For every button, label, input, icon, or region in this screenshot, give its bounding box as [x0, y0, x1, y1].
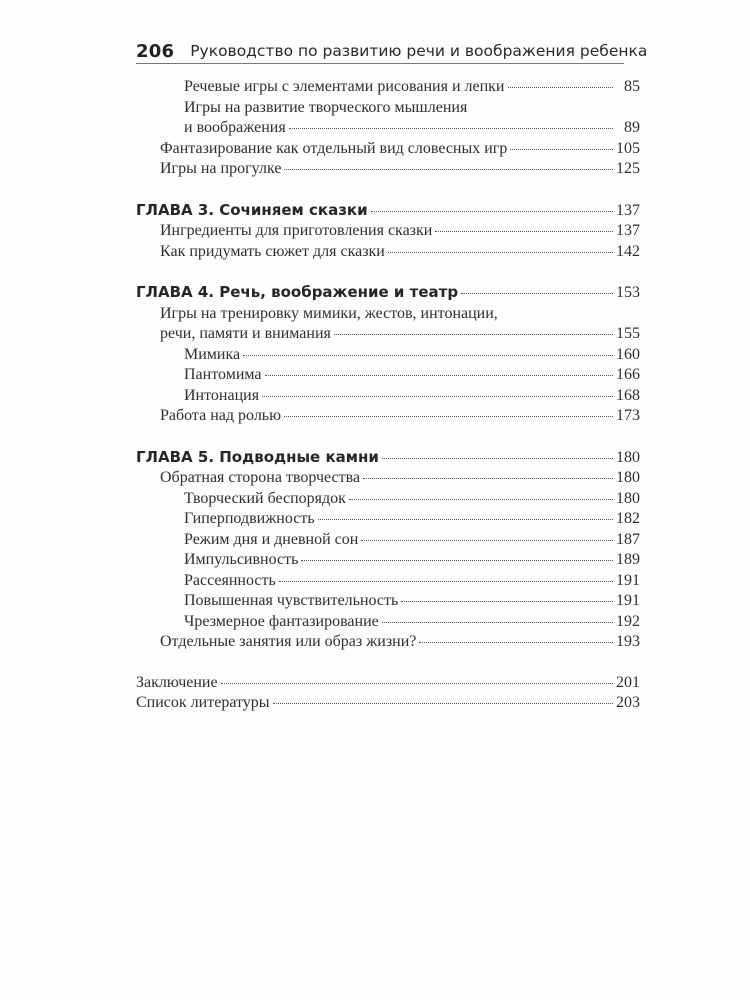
dot-leader [349, 499, 613, 500]
dot-leader [388, 252, 613, 253]
toc-entry[interactable] [136, 386, 640, 407]
toc-chapter-title: ГЛАВА 4. Речь, воображение и театр [136, 283, 459, 301]
toc-entry-title: Творческий беспорядок [184, 489, 346, 507]
dot-leader [508, 87, 614, 88]
toc-group-back-matter [136, 673, 640, 714]
toc-entry-line1[interactable]: Игры на тренировку мимики, жестов, интонации, [160, 304, 498, 322]
toc-entry-title: речи, памяти и внимания [160, 325, 331, 342]
table-of-contents [136, 77, 640, 734]
toc-entry[interactable] [136, 139, 640, 160]
dot-leader [265, 375, 614, 376]
dot-leader [510, 149, 613, 150]
toc-entry-page: 160 [616, 345, 640, 363]
toc-chapter-entry[interactable] [136, 200, 640, 222]
toc-entry[interactable] [136, 242, 640, 263]
toc-entry-title: Как придумать сюжет для сказки [160, 242, 385, 260]
toc-entry-title: Работа над ролью [160, 407, 282, 424]
toc-entry-title: Повышенная чувствительность [184, 592, 399, 609]
toc-entry-title: Список литературы [136, 694, 270, 711]
dot-leader [243, 355, 613, 356]
running-header [136, 36, 648, 66]
dot-leader [284, 416, 613, 417]
toc-entry-title: Чрезмерное фантазирование [184, 612, 379, 630]
toc-entry-page: 193 [616, 633, 640, 650]
toc-entry-page: 189 [616, 551, 640, 568]
toc-entry-page: 180 [616, 489, 640, 507]
toc-entry-page: 137 [616, 222, 640, 239]
toc-entry[interactable] [136, 221, 640, 242]
dot-leader [461, 293, 613, 294]
dot-leader [221, 683, 613, 684]
toc-entry-page: 173 [616, 407, 640, 424]
toc-entry-page: 203 [616, 694, 640, 711]
toc-chapter-title: ГЛАВА 5. Подводные камни [136, 447, 379, 466]
dot-leader [284, 169, 613, 170]
toc-entry-title: Игры на прогулке [160, 160, 282, 177]
toc-entry-page: 192 [616, 612, 640, 630]
header-page-number: 206 [136, 40, 175, 62]
header-book-title: Руководство по развитию речи и воображения ребенка [190, 42, 648, 60]
toc-entry-page: 191 [616, 592, 640, 609]
toc-entry[interactable] [136, 591, 640, 612]
toc-entry[interactable] [136, 345, 640, 366]
toc-entry[interactable] [136, 77, 640, 98]
toc-entry-page: 191 [616, 571, 640, 589]
toc-entry-page: 142 [616, 242, 640, 260]
dot-leader [289, 128, 613, 129]
toc-entry-page: 125 [616, 160, 640, 177]
toc-entry-title: Речевые игры с элементами рисования и лепки [184, 78, 505, 95]
toc-entry-line1[interactable]: Игры на развитие творческого мышления [184, 98, 468, 116]
dot-leader [363, 478, 613, 479]
toc-entry[interactable] [136, 612, 640, 633]
toc-chapter-title: ГЛАВА 3. Сочиняем сказки [136, 200, 368, 219]
toc-entry[interactable] [136, 406, 640, 427]
toc-entry[interactable] [136, 693, 640, 714]
toc-entry-title: Обратная сторона творчества [160, 469, 361, 486]
toc-entry-title: и воображения [184, 119, 286, 136]
toc-entry-title: Пантомима [184, 366, 262, 383]
dot-leader [318, 519, 613, 520]
dot-leader [301, 560, 613, 561]
toc-entry-page: 105 [616, 139, 640, 157]
toc-entry[interactable] [136, 673, 640, 694]
toc-chapter-entry[interactable] [136, 447, 640, 469]
toc-entry-title: Заключение [136, 673, 218, 691]
dot-leader [262, 396, 613, 397]
toc-entry-title: Режим дня и дневной сон [184, 530, 359, 548]
toc-chapter-entry[interactable] [136, 282, 640, 304]
toc-entry-title: Фантазирование как отдельный вид словесных игр [160, 139, 508, 157]
toc-entry[interactable] [136, 365, 640, 386]
toc-entry-page: 153 [616, 284, 640, 301]
toc-entry-page: 155 [616, 325, 640, 342]
toc-entry-title: Ингредиенты для приготовления сказки [160, 222, 433, 239]
toc-entry-page: 180 [616, 469, 640, 486]
toc-entry-page: 180 [616, 448, 640, 466]
toc-entry-page: 168 [616, 386, 640, 404]
toc-entry-page: 85 [624, 78, 640, 95]
toc-entry[interactable] [136, 571, 640, 592]
toc-group-chapter-3 [136, 200, 640, 263]
toc-entry-title: Интонация [184, 386, 260, 404]
dot-leader [279, 581, 613, 582]
toc-entry-page: 187 [616, 530, 640, 548]
toc-entry[interactable] [136, 632, 640, 653]
dot-leader [435, 231, 613, 232]
toc-entry[interactable] [136, 468, 640, 489]
dot-leader [334, 334, 613, 335]
toc-group-chapter-4 [136, 282, 640, 427]
dot-leader [419, 642, 613, 643]
toc-entry[interactable] [136, 550, 640, 571]
toc-entry[interactable] [136, 159, 640, 180]
toc-entry-page: 182 [616, 510, 640, 527]
toc-group-chapter-5 [136, 447, 640, 653]
dot-leader [382, 458, 613, 459]
toc-entry-title: Импульсивность [184, 551, 299, 568]
toc-entry-title: Гиперподвижность [184, 510, 315, 527]
header-rule [136, 63, 624, 64]
dot-leader [401, 601, 613, 602]
toc-entry[interactable] [136, 324, 640, 345]
toc-entry-page: 89 [624, 119, 640, 136]
toc-entry-page: 201 [616, 673, 640, 691]
toc-entry[interactable] [136, 530, 640, 551]
toc-entry-page: 166 [616, 366, 640, 383]
toc-entry[interactable] [136, 118, 640, 139]
dot-leader [382, 622, 613, 623]
toc-entry-title: Отдельные занятия или образ жизни? [160, 633, 417, 650]
dot-leader [361, 540, 613, 541]
toc-group-continued [136, 77, 640, 180]
toc-entry[interactable] [136, 509, 640, 530]
toc-entry[interactable] [136, 489, 640, 510]
dot-leader [371, 211, 613, 212]
toc-entry-title: Мимика [184, 345, 241, 363]
toc-entry-title: Рассеянность [184, 571, 276, 589]
toc-entry-page: 137 [616, 201, 640, 219]
dot-leader [273, 703, 613, 704]
